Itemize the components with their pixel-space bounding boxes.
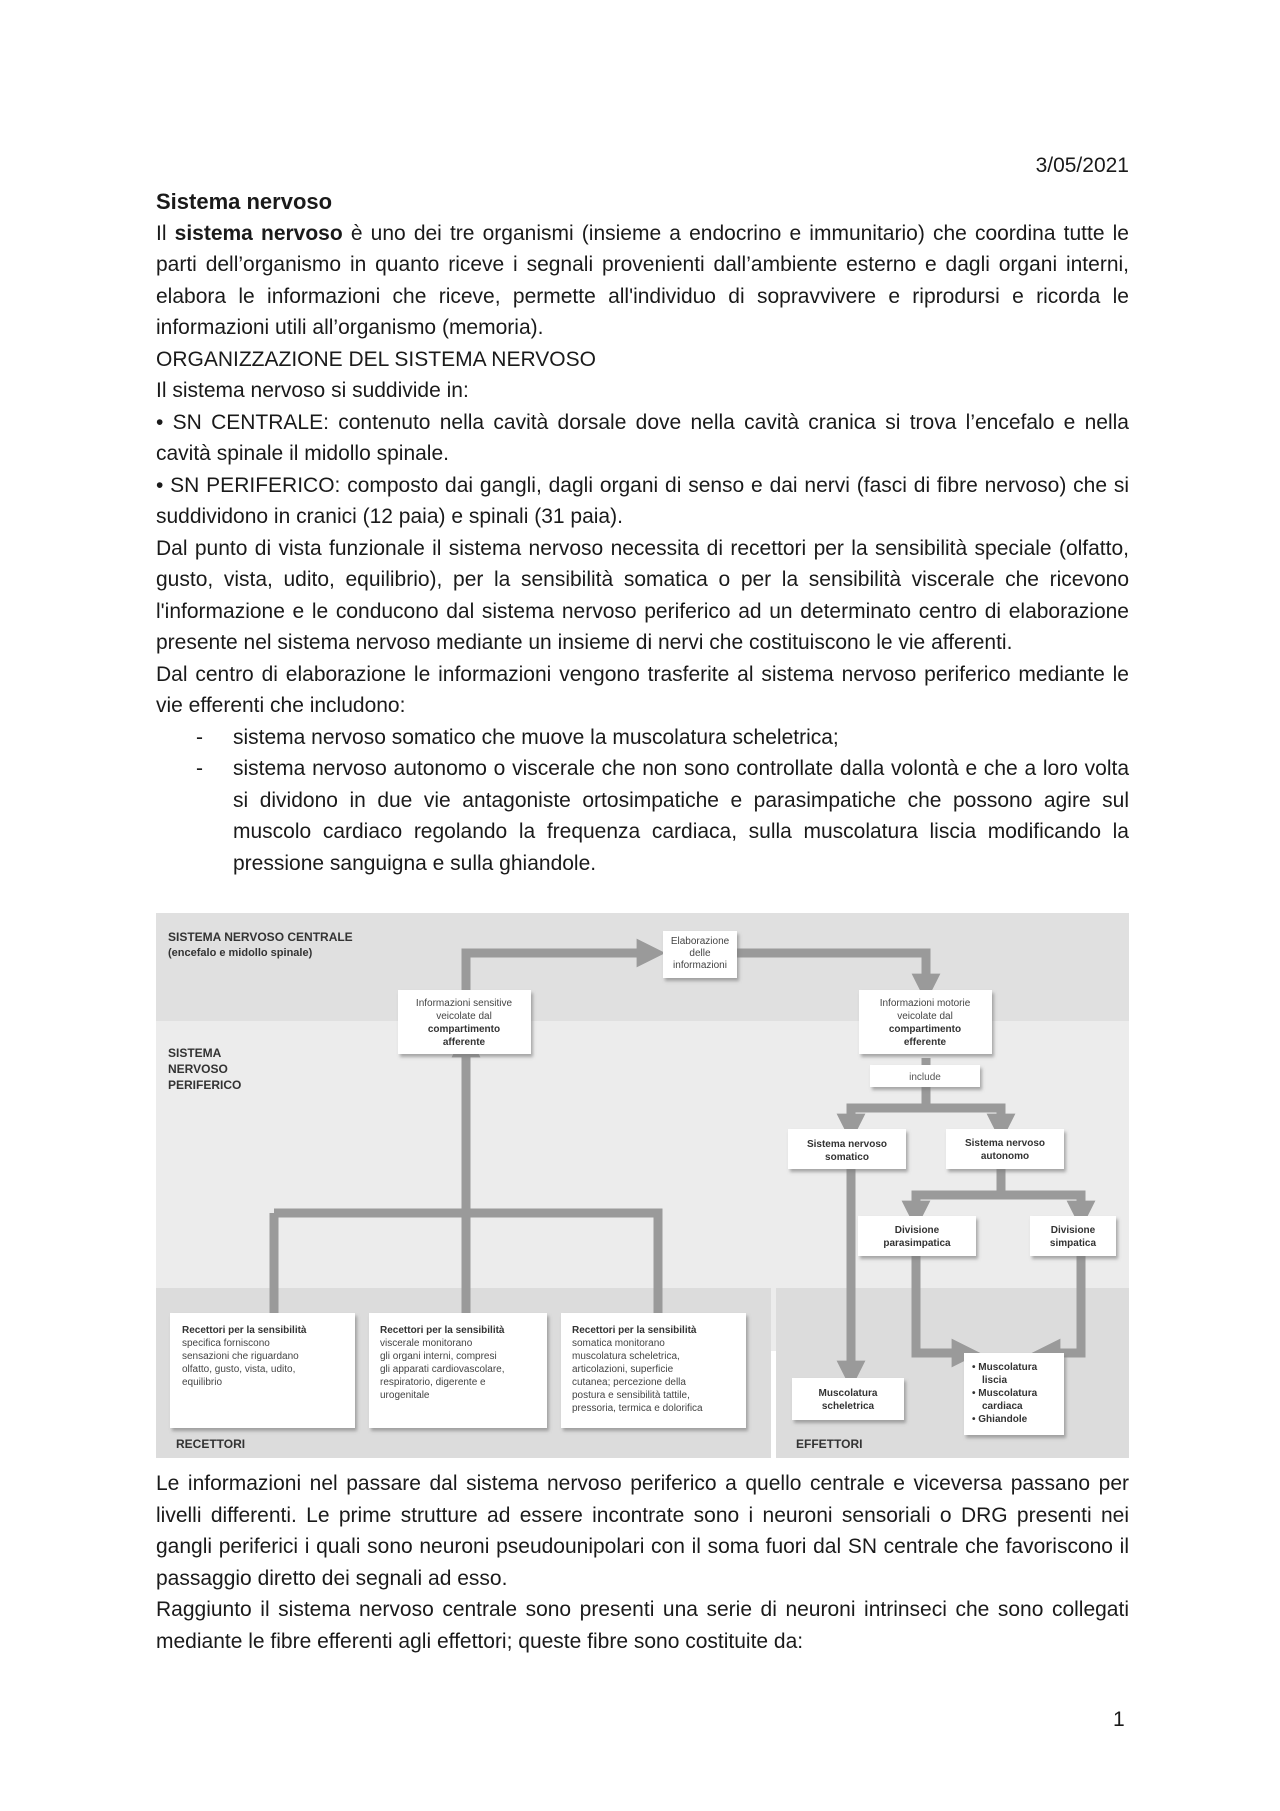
zone-cns-label: SISTEMA NERVOSO CENTRALE bbox=[168, 930, 353, 944]
intro-paragraph bbox=[156, 218, 1129, 344]
effectors-line-3: • Muscolatura bbox=[972, 1388, 1038, 1399]
skeletal-line-2: scheletrica bbox=[821, 1401, 875, 1412]
receptor-somatic-line-6: postura e sensibilità tattile, bbox=[572, 1390, 690, 1401]
bullet-central: • SN CENTRALE: contenuto nella cavità dorsale dove nella cavità cranica si trova l’encefalo e nella cavità spinale il midollo spinale. bbox=[156, 410, 1129, 465]
receptor-special-line-1: Recettori per la sensibilità bbox=[182, 1325, 307, 1336]
intro-rest: è uno dei tre organismi (insieme a endocrino e immunitario) che coordina tutte le parti dell’organismo in quanto riceve i segnali provenienti dall’ambiente esterno e dagli organi interni, elabora le informazioni che riceve, permette all'individuo di sopravvivere e riprodursi e ricorda le informazioni utili all’organismo (memoria). bbox=[156, 221, 1129, 339]
parasympathetic-line-2: parasimpatica bbox=[883, 1238, 951, 1249]
box-parasympathetic bbox=[858, 1216, 976, 1256]
autonomic-line-1: Sistema nervoso bbox=[964, 1138, 1046, 1149]
afferent-line-1: Informazioni sensitive bbox=[415, 998, 513, 1009]
receptor-visceral-line-1: Recettori per la sensibilità bbox=[380, 1325, 505, 1336]
list-item-somatic bbox=[156, 722, 1129, 754]
zone-pns-label-1: SISTEMA bbox=[168, 1046, 222, 1060]
subdivide-intro: Il sistema nervoso si suddivide in: bbox=[156, 379, 469, 402]
efferent-line-2: veicolate dal bbox=[897, 1011, 953, 1022]
list-item-text: sistema nervoso somatico che muove la muscolatura scheletrica; bbox=[233, 725, 839, 749]
efferent-line-4: efferente bbox=[903, 1037, 947, 1048]
paragraph-levels: Le informazioni nel passare dal sistema nervoso periferico a quello centrale e viceversa passano per livelli differenti. Le prime strutture ad essere incontrate sono i neuroni sensoriali o DRG presenti nei gangli periferici i quali sono neuroni pseudounipolari con il soma fuori dal SN centrale che favoriscono il passaggio diretto dei segnali ad esso. bbox=[156, 1472, 1129, 1590]
receptor-visceral-line-4: gli apparati cardiovascolare, bbox=[380, 1364, 505, 1375]
zone-cns-sublabel: (encefalo e midollo spinale) bbox=[168, 947, 313, 959]
intro-bold-term: sistema nervoso bbox=[174, 221, 343, 245]
receptor-special-line-2: specifica forniscono bbox=[182, 1338, 270, 1349]
receptor-somatic-line-3: muscolatura scheletrica, bbox=[572, 1351, 680, 1362]
zone-effectors bbox=[776, 1288, 1129, 1458]
list-item-text: sistema nervoso autonomo o viscerale che non sono controllate dalla volontà e che a loro volta si dividono in due vie antagoniste ortosimpatiche e parasimpatiche che possono agire sul muscolo cardiaco regolando la frequenza cardiaca, sulla muscolatura liscia modificando la pressione sanguigna e sulla ghiandole. bbox=[233, 757, 1129, 875]
section-heading: ORGANIZZAZIONE DEL SISTEMA NERVOSO bbox=[156, 347, 596, 371]
box-skeletal bbox=[792, 1378, 904, 1420]
afferent-line-3: compartimento bbox=[427, 1024, 501, 1035]
list-dash: - bbox=[196, 757, 203, 780]
receptor-somatic-line-7: pressoria, termica e dolorifica bbox=[572, 1403, 703, 1414]
autonomic-line-2: autonomo bbox=[980, 1151, 1030, 1162]
somatic-line-1: Sistema nervoso bbox=[806, 1139, 888, 1150]
sympathetic-line-1: Divisione bbox=[1050, 1225, 1096, 1236]
receptor-special-line-4: olfatto, gusto, vista, udito, bbox=[182, 1364, 296, 1375]
receptor-somatic-line-4: articolazioni, superficie bbox=[572, 1364, 674, 1375]
skeletal-line-1: Muscolatura bbox=[818, 1388, 878, 1399]
zone-pns-label-3: PERIFERICO bbox=[168, 1078, 242, 1092]
effectors-line-2: liscia bbox=[982, 1375, 1008, 1386]
efferent-line-1: Informazioni motorie bbox=[879, 998, 971, 1009]
efferent-line-3: compartimento bbox=[888, 1024, 962, 1035]
somatic-line-2: somatico bbox=[825, 1152, 869, 1163]
paragraph-functional: Dal punto di vista funzionale il sistema nervoso necessita di recettori per la sensibilità speciale (olfatto, gusto, vista, udito, equilibrio), per la sensibilità somatica o per la sensibilità viscerale che ricevono l'informazione e le conducono dal sistema nervoso periferico ad un determinato centro di elaborazione presente nel sistema nervoso mediante un insieme di nervi che costituiscono le vie afferenti. bbox=[156, 536, 1129, 654]
include-label: include bbox=[909, 1072, 941, 1083]
page-number: 1 bbox=[1113, 1708, 1125, 1731]
processing-line-2: delle bbox=[689, 948, 711, 959]
effectors-line-4: cardiaca bbox=[982, 1401, 1023, 1412]
box-autonomic bbox=[946, 1129, 1064, 1169]
document-date: 3/05/2021 bbox=[1035, 154, 1129, 177]
afferent-line-4: afferente bbox=[442, 1037, 486, 1048]
text-block-bottom bbox=[156, 1468, 1129, 1657]
receptor-visceral-line-5: respiratorio, digerente e bbox=[380, 1377, 486, 1388]
afferent-line-2: veicolate dal bbox=[436, 1011, 492, 1022]
paragraph-efferent: Dal centro di elaborazione le informazioni vengono trasferite al sistema nervoso periferico mediante le vie efferenti che includono: bbox=[156, 662, 1129, 717]
box-sympathetic bbox=[1030, 1216, 1116, 1256]
text-block-top bbox=[156, 186, 1129, 879]
document-title: Sistema nervoso bbox=[156, 189, 333, 214]
parasympathetic-line-1: Divisione bbox=[894, 1225, 940, 1236]
receptor-visceral-line-6: urogenitale bbox=[380, 1390, 430, 1401]
processing-line-3: informazioni bbox=[673, 960, 727, 971]
zone-pns-label-2: NERVOSO bbox=[168, 1062, 228, 1076]
list-dash: - bbox=[196, 725, 203, 749]
efferent-list bbox=[156, 722, 1129, 880]
bullet-peripheral: • SN PERIFERICO: composto dai gangli, dagli organi di senso e dai nervi (fasci di fibre nervoso) che si suddividono in cranici (12 paia) e spinali (31 paia). bbox=[156, 473, 1129, 528]
receptor-special-line-5: equilibrio bbox=[182, 1377, 223, 1388]
effectors-line-1: • Muscolatura bbox=[972, 1362, 1038, 1373]
processing-line-1: Elaborazione bbox=[670, 936, 730, 947]
zone-receptors-label: RECETTORI bbox=[176, 1437, 246, 1451]
receptor-somatic-line-1: Recettori per la sensibilità bbox=[572, 1325, 697, 1336]
receptor-visceral-line-3: gli organi interni, compresi bbox=[380, 1351, 497, 1362]
sympathetic-line-2: simpatica bbox=[1049, 1238, 1097, 1249]
receptor-somatic-line-2: somatica monitorano bbox=[572, 1338, 665, 1349]
effectors-line-5: • Ghiandole bbox=[972, 1414, 1028, 1425]
nervous-system-diagram bbox=[156, 913, 1129, 1458]
zone-effectors-label: EFFETTORI bbox=[796, 1437, 863, 1451]
intro-prefix: Il bbox=[156, 221, 175, 245]
receptor-somatic-line-5: cutanea; percezione della bbox=[572, 1377, 686, 1388]
receptor-visceral-line-2: viscerale monitorano bbox=[380, 1338, 473, 1349]
receptor-special-line-3: sensazioni che riguardano bbox=[182, 1351, 299, 1362]
list-item-autonomic bbox=[156, 753, 1129, 879]
paragraph-intrinsic: Raggiunto il sistema nervoso centrale sono presenti una serie di neuroni intrinseci che sono collegati mediante le fibre efferenti agli effettori; queste fibre sono costituite da: bbox=[156, 1598, 1129, 1653]
